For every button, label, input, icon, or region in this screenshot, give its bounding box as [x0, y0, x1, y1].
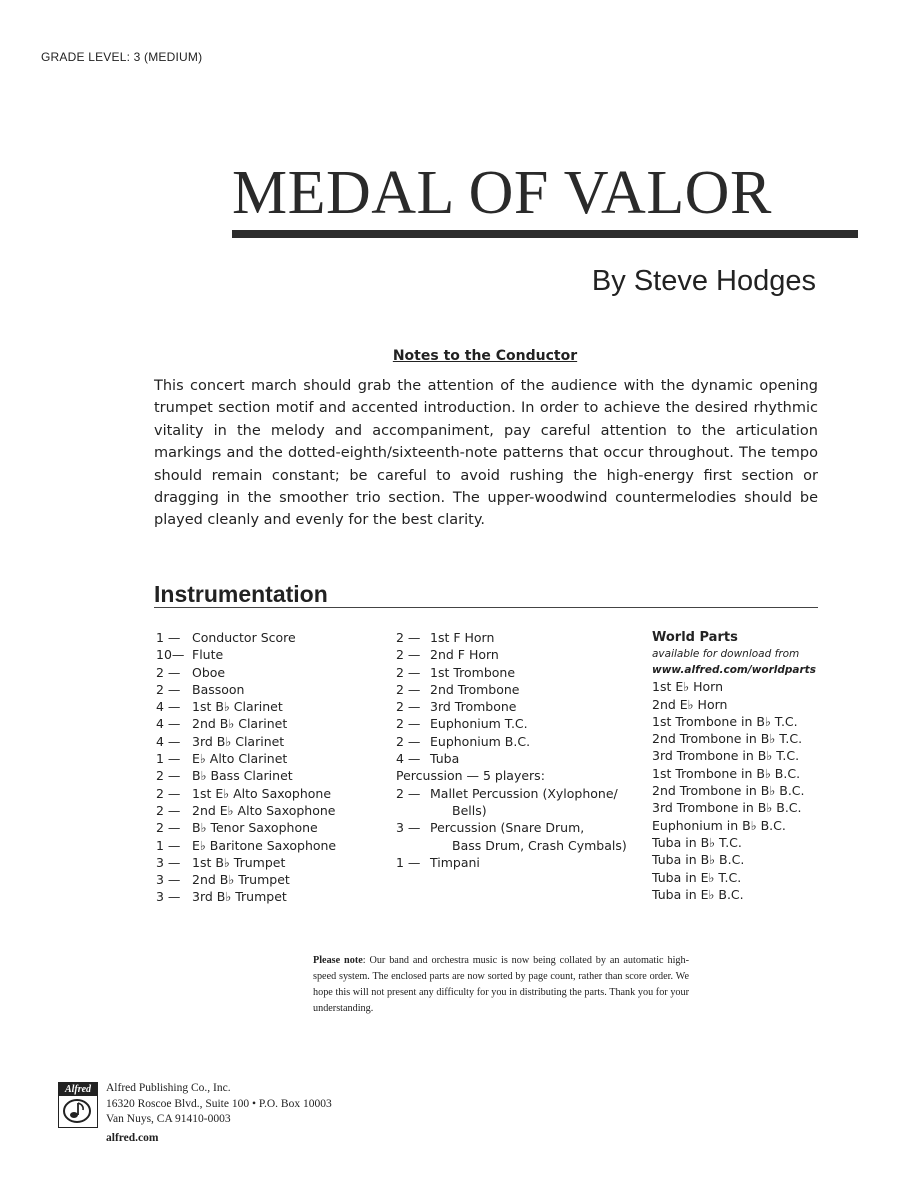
publisher-address-2: Van Nuys, CA 91410-0003 [106, 1113, 231, 1126]
instrument-part: Bassoon [192, 681, 245, 697]
instrument-part: B♭ Bass Clarinet [192, 768, 293, 784]
please-note-label: Please note [313, 955, 363, 966]
instrument-row [156, 767, 336, 784]
instrument-quantity: 2 — [396, 664, 421, 680]
instrument-quantity: 2 — [396, 785, 421, 801]
publisher-website[interactable]: alfred.com [106, 1132, 159, 1145]
instrument-quantity: 10— [156, 647, 185, 663]
world-part-item: 1st E♭ Horn [652, 679, 723, 695]
world-parts-list [652, 678, 816, 903]
instrument-row [156, 646, 336, 663]
publisher-info [106, 1081, 332, 1147]
instrument-part: B♭ Tenor Saxophone [192, 820, 318, 836]
instrument-quantity: 4 — [156, 716, 181, 732]
world-part-item: 3rd Trombone in B♭ T.C. [652, 748, 800, 764]
instrument-part: Percussion (Snare Drum, [430, 820, 585, 836]
instrument-row [396, 715, 627, 732]
instrument-row [156, 629, 336, 646]
instrument-row [396, 698, 627, 715]
instrument-quantity: 3 — [156, 872, 181, 888]
instrument-quantity: 3 — [156, 854, 181, 870]
percussion-list [396, 785, 627, 871]
instrument-row-continued [396, 837, 627, 854]
instrument-row [156, 819, 336, 836]
instrument-part: Oboe [192, 664, 226, 680]
instrument-quantity: 2 — [156, 820, 181, 836]
instrument-part: 2nd Trombone [430, 681, 520, 697]
instrument-quantity: 2 — [396, 733, 421, 749]
instrument-quantity: 2 — [156, 681, 181, 697]
instrument-part: 3rd B♭ Trumpet [192, 889, 287, 905]
instrument-part: E♭ Baritone Saxophone [192, 837, 337, 853]
instrument-part: 1st F Horn [430, 630, 495, 645]
instrumentation-heading: Instrumentation [154, 581, 328, 607]
title-rule [232, 230, 858, 238]
instrument-row [396, 785, 627, 802]
instrument-quantity: 4 — [156, 699, 181, 715]
world-part-item: Tuba in E♭ T.C. [652, 869, 742, 885]
instrument-row [396, 629, 627, 646]
percussion-heading: Percussion — 5 players: [396, 768, 545, 784]
instrument-part: Tuba [430, 751, 460, 767]
instrument-quantity: 4 — [156, 733, 181, 749]
publisher-address-1: 16320 Roscoe Blvd., Suite 100 • P.O. Box 10003 [106, 1097, 332, 1110]
instrumentation-column-1 [156, 629, 336, 906]
world-part-item: 2nd E♭ Horn [652, 696, 728, 712]
brass-list [396, 629, 627, 767]
instrument-quantity: 1 — [156, 751, 181, 767]
instrument-row [156, 888, 336, 905]
instrument-row [156, 837, 336, 854]
instrument-part: Euphonium T.C. [430, 716, 528, 732]
instrument-part: Conductor Score [192, 630, 296, 645]
instrument-row [156, 681, 336, 698]
author: By Steve Hodges [591, 265, 816, 297]
instrument-quantity: 1 — [396, 854, 421, 870]
instrument-row [156, 871, 336, 888]
instrument-quantity: 2 — [396, 647, 421, 663]
instrumentation-rule [154, 607, 818, 608]
instrument-row [156, 733, 336, 750]
instrument-row [156, 854, 336, 871]
instrument-row [156, 750, 336, 767]
instrument-row [156, 785, 336, 802]
world-parts-column [652, 629, 816, 903]
world-parts-subtitle: available for download from [652, 648, 800, 661]
world-part-item: 1st Trombone in B♭ T.C. [652, 713, 798, 729]
instrument-part: Timpani [430, 854, 480, 870]
instrument-row [396, 664, 627, 681]
instrument-quantity: 2 — [156, 768, 181, 784]
instrument-quantity: 1 — [156, 630, 181, 645]
instrument-row [396, 646, 627, 663]
instrument-row [396, 819, 627, 836]
instrument-part: 2nd F Horn [430, 647, 499, 663]
please-note [313, 953, 689, 1017]
world-part-item: Tuba in B♭ T.C. [652, 834, 742, 850]
instrument-row [156, 698, 336, 715]
instrument-quantity: 2 — [156, 802, 181, 818]
world-part-item: Euphonium in B♭ B.C. [652, 817, 786, 833]
instrument-quantity: 2 — [396, 630, 421, 645]
instrument-row [156, 715, 336, 732]
instrument-row [156, 664, 336, 681]
instrument-quantity: 2 — [156, 785, 181, 801]
world-part-item: Tuba in E♭ B.C. [652, 886, 744, 902]
instrument-row [156, 802, 336, 819]
instrument-part: Euphonium B.C. [430, 733, 531, 749]
instrumentation-column-2 [396, 629, 627, 871]
instrument-part: E♭ Alto Clarinet [192, 751, 288, 767]
world-parts-title: World Parts [652, 630, 738, 645]
please-note-text: : Our band and orchestra music is now being collated by an automatic high-speed system. The enclosed parts are now sorted by page count, rather than score order. We hope this will not present any difficulty for you in distributing the parts. Thank you for your understanding. [313, 955, 689, 1014]
instrument-quantity: 1 — [156, 837, 181, 853]
alfred-logo-text: Alfred [59, 1083, 97, 1096]
grade-level: GRADE LEVEL: 3 (MEDIUM) [41, 50, 203, 64]
instrument-quantity: 2 — [396, 699, 421, 715]
instrument-part: Flute [192, 647, 224, 663]
instrument-quantity: 2 — [396, 681, 421, 697]
notes-heading: Notes to the Conductor [392, 348, 578, 364]
world-part-item: 1st Trombone in B♭ B.C. [652, 765, 801, 781]
instrument-quantity: 3 — [156, 889, 181, 905]
instrument-row [396, 681, 627, 698]
instrument-part: 1st B♭ Clarinet [192, 699, 283, 715]
instrument-part: Mallet Percussion (Xylophone/ [430, 785, 618, 801]
instrument-quantity: 2 — [156, 664, 181, 680]
world-parts-url[interactable]: www.alfred.com/worldparts [652, 664, 816, 677]
instrument-quantity: 3 — [396, 820, 421, 836]
instrument-part: 3rd Trombone [430, 699, 517, 715]
instrument-part: 1st E♭ Alto Saxophone [192, 785, 332, 801]
publisher-name: Alfred Publishing Co., Inc. [106, 1082, 231, 1094]
instrument-row [396, 854, 627, 871]
instrument-quantity: 2 — [396, 716, 421, 732]
instrument-part: 3rd B♭ Clarinet [192, 733, 285, 749]
page-title: MEDAL OF VALOR [232, 159, 772, 227]
world-part-item: 2nd Trombone in B♭ T.C. [652, 731, 803, 747]
music-note-logo-icon [59, 1096, 96, 1126]
instrument-row [396, 750, 627, 767]
instrument-part: 2nd B♭ Trumpet [192, 872, 290, 888]
instrument-part-continued: Bells) [452, 802, 487, 818]
instrument-part-continued: Bass Drum, Crash Cymbals) [452, 837, 627, 853]
notes-body: This concert march should grab the attention of the audience with the dynamic opening trumpet section motif and accented introduction. In order to achieve the desired rhythmic vitality in the melody and accompaniment, pay careful attention to the articulation markings and the dotted-eighth/sixteenth-note patterns that occur throughout. The tempo should remain constant; be careful to avoid rushing the high-energy first section or dragging in the smoother trio section. The upper-woodwind countermelodies should be played cleanly and evenly for the best clarity. [154, 378, 818, 529]
instrument-part: 2nd E♭ Alto Saxophone [192, 802, 336, 818]
instrument-quantity: 4 — [396, 751, 421, 767]
instrument-row-continued [396, 802, 627, 819]
world-part-item: 3rd Trombone in B♭ B.C. [652, 800, 802, 816]
instrument-part: 1st B♭ Trumpet [192, 854, 286, 870]
instrument-row [396, 733, 627, 750]
alfred-logo [58, 1082, 98, 1128]
world-part-item: Tuba in B♭ B.C. [652, 852, 745, 868]
instrument-part: 2nd B♭ Clarinet [192, 716, 288, 732]
world-part-item: 2nd Trombone in B♭ B.C. [652, 783, 805, 799]
instrument-part: 1st Trombone [430, 664, 516, 680]
